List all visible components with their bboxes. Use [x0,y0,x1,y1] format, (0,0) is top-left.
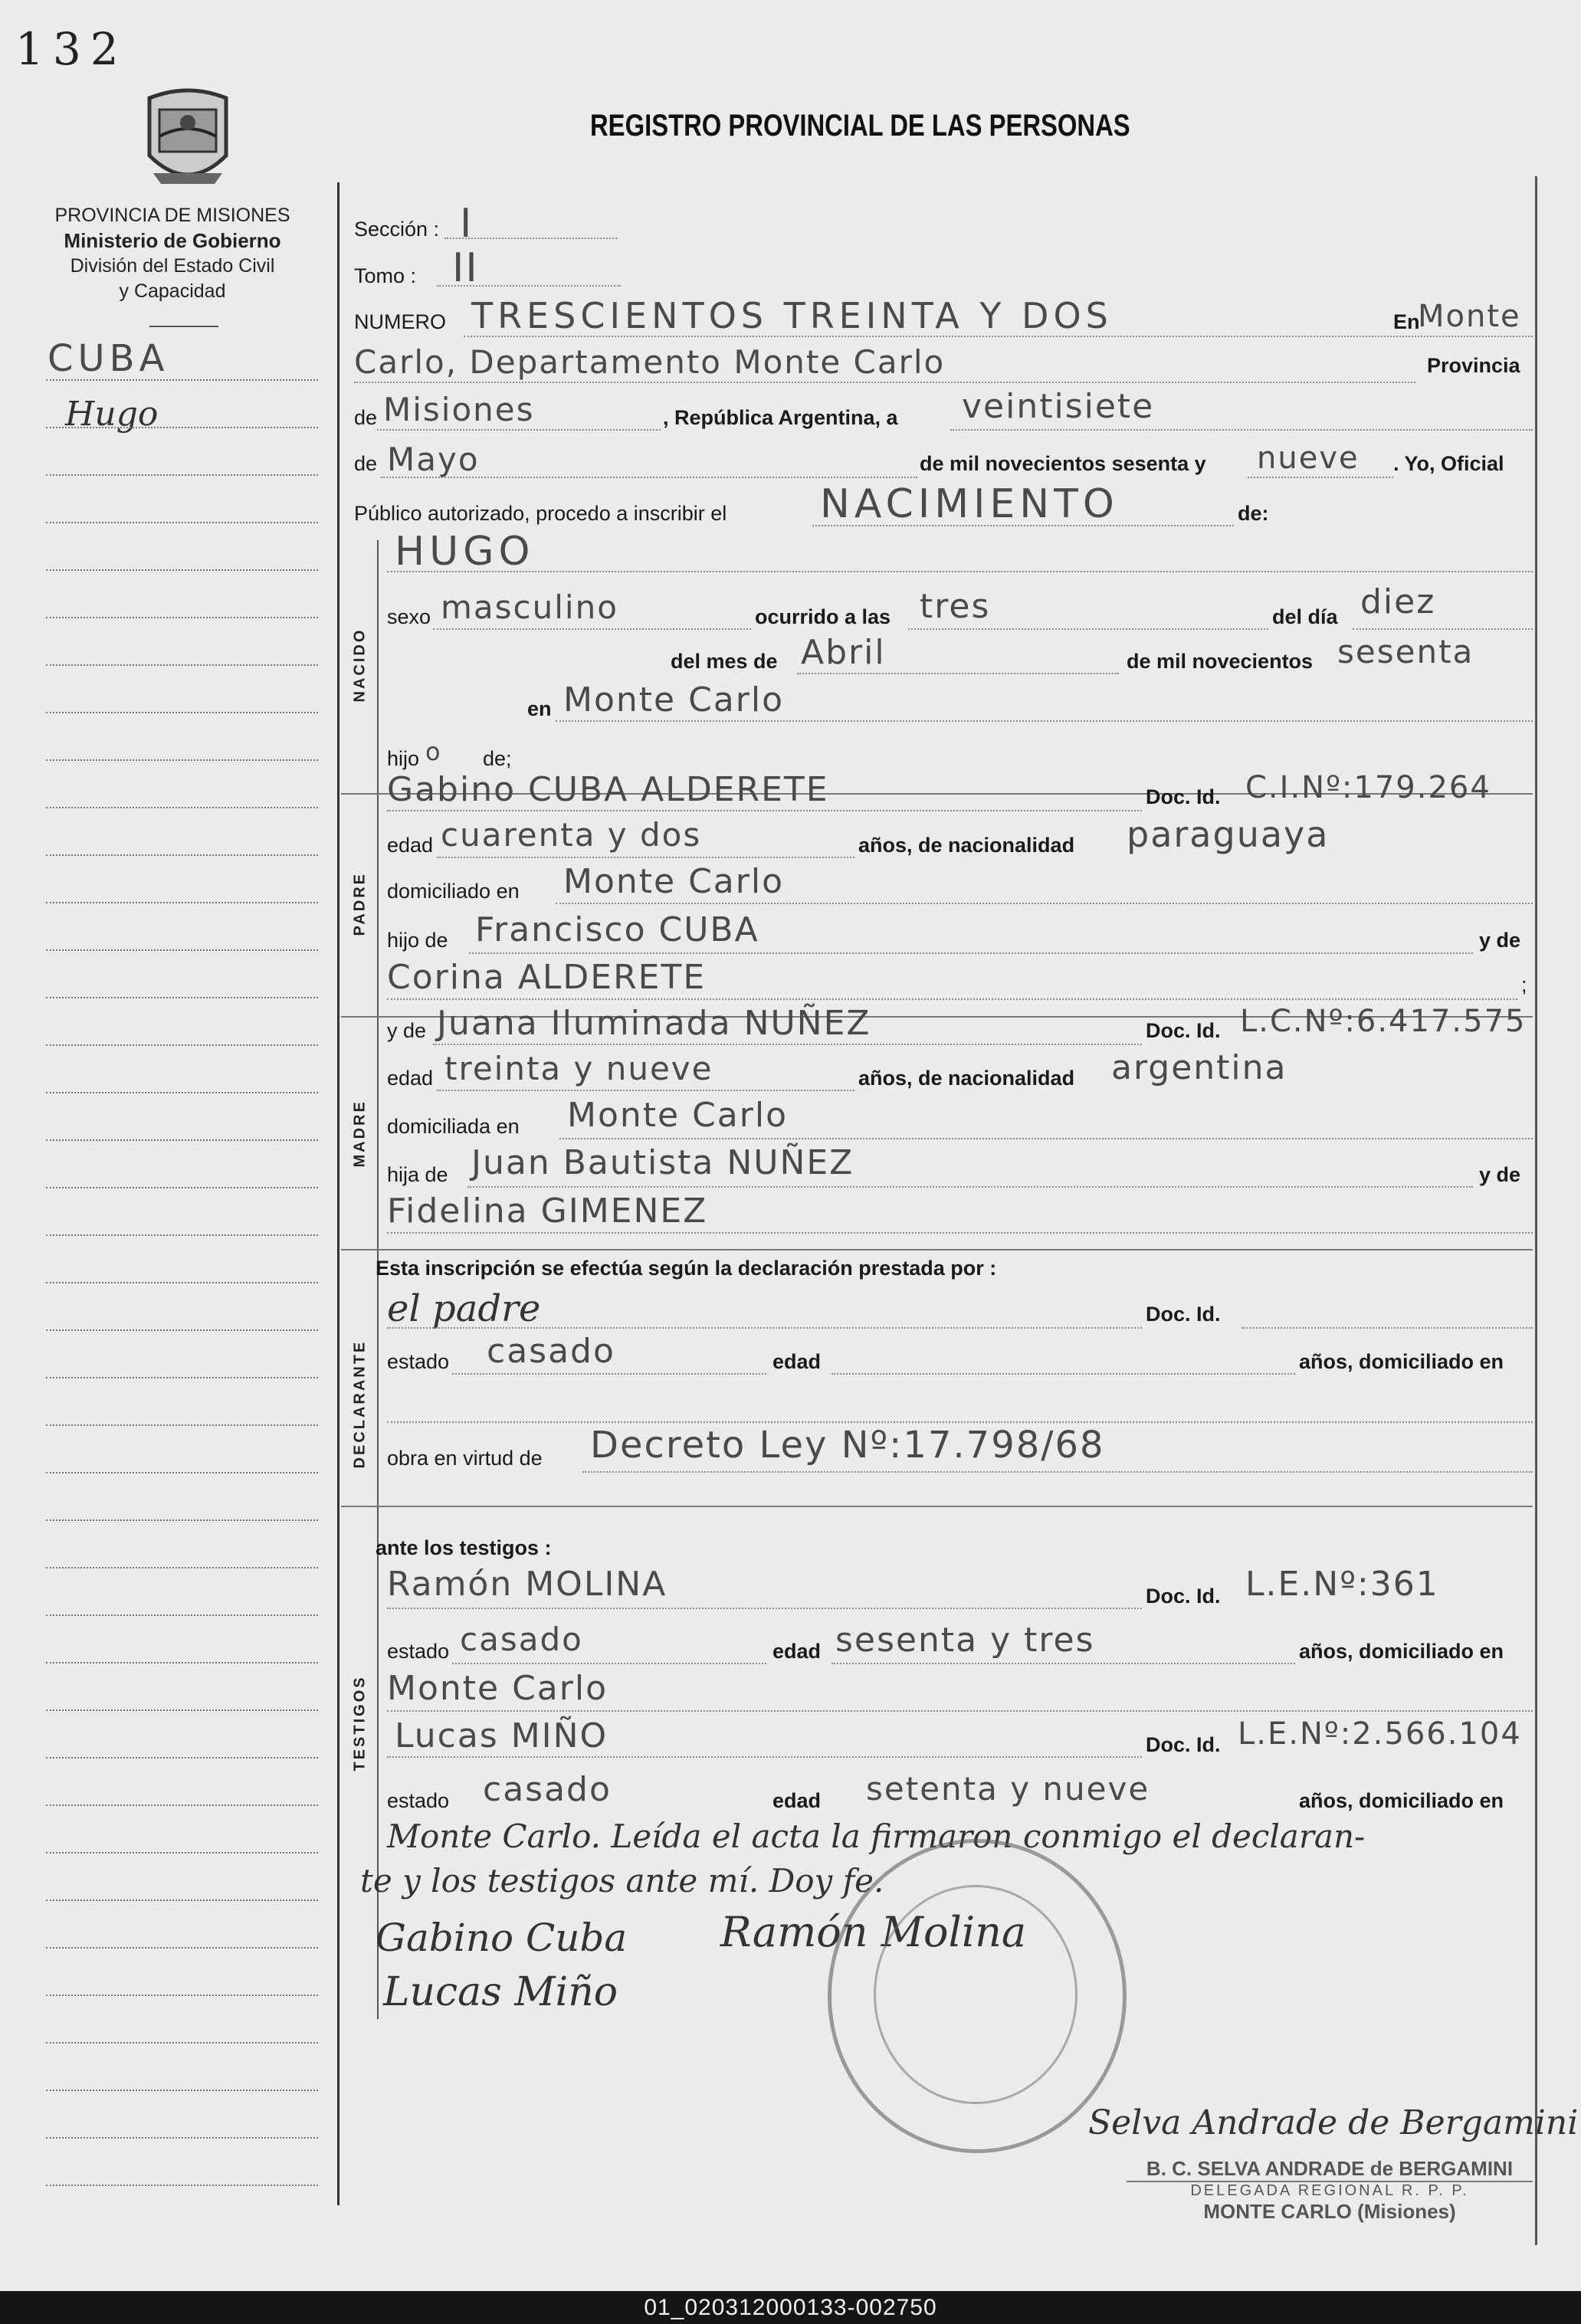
margin-ruled-line [46,1329,318,1331]
signature-oficial: Selva Andrade de Bergamini [1088,2103,1579,2142]
margin-ruled-line [46,1377,318,1378]
closing-line-2: te y los testigos ante mí. Doy fe. [360,1862,884,1900]
margin-ruled-line [46,379,318,381]
issuer-division: División del Estado Civil [70,255,275,277]
oficial-label: . Yo, Oficial [1393,452,1504,475]
oficial-title-stamp: DELEGADA REGIONAL R. P. P. [1190,2182,1469,2199]
closing-line-1: Monte Carlo. Leída el acta la firmaron conmigo el declaran- [387,1818,1366,1855]
testigo1-edad-line [832,1663,1295,1664]
image-id-footer: 01_020312000133-002750 [0,2291,1581,2324]
madre-edad-value: treinta y nueve [444,1050,713,1087]
declarante-doc-line [1242,1327,1533,1329]
mes-label: del mes de [671,650,778,673]
left-frame-line [337,182,339,2205]
testigo1-domicilio: Monte Carlo [387,1669,608,1708]
place-line [354,382,1415,383]
testigos-intro: ante los testigos : [376,1536,552,1559]
sexo-label: sexo [387,605,431,628]
sep-madre-declarante [341,1249,1533,1251]
nacido-nombre-line [387,571,1533,572]
sexo-line [433,628,751,630]
mes-acta-line [381,477,917,478]
seccion-label: Sección : [354,218,440,241]
declarante-nombre-line [387,1327,1142,1329]
margin-ruled-line [46,1139,318,1141]
padre-padre-line [469,952,1473,954]
padre-edad-line [437,857,854,858]
margin-ruled-line [46,712,318,713]
nacido-en-label: en [527,697,552,720]
margin-ruled-line [46,1519,318,1521]
declarante-estado-label: estado [387,1350,450,1373]
dia-acta-value: veintisiete [962,387,1155,426]
testigo1-doc-value: L.E.Nº:361 [1245,1565,1439,1604]
ocurrido-label: ocurrido a las [755,605,891,628]
sexo-value: masculino [441,588,618,626]
anio-acta-line [1248,477,1393,478]
official-stamp-text [1127,2157,1533,2224]
sep-declarante-testigos [341,1506,1533,1507]
tomo-line [437,285,621,287]
header-underline [149,326,218,327]
margin-ruled-line [46,1662,318,1664]
numero-line [464,336,1533,337]
declarante-doc-label: Doc. Id. [1146,1303,1221,1326]
margin-ruled-line [46,664,318,666]
official-round-stamp-inner [874,1885,1078,2104]
place-value: Carlo, Departamento Monte Carlo [354,343,946,381]
margin-ruled-line [46,1472,318,1473]
padre-edad-value: cuarenta y dos [441,816,702,854]
padre-madre-value: Corina ALDERETE [387,958,707,997]
anio-nac-label: de mil novecientos [1127,650,1314,673]
declarante-estado-value: casado [487,1332,615,1371]
hora-line [908,628,1268,630]
side-label-testigos: TESTIGOS [351,1675,369,1772]
margin-ruled-line [46,807,318,808]
madre-padre-value: Juan Bautista NUÑEZ [471,1143,854,1182]
testigo1-domicilio-line [387,1710,1533,1712]
margin-ruled-line [46,1852,318,1854]
margin-ruled-line [46,1900,318,1901]
margin-ruled-line [46,997,318,998]
issuer-province: PROVINCIA DE MISIONES [54,205,290,226]
padre-madre-line [387,998,1517,1000]
madre-nombre-line [433,1044,1142,1045]
padre-yde-label: y de [1479,929,1521,952]
acto-line [812,525,1234,526]
nacido-mes-line [797,673,1119,674]
nacido-mes-value: Abril [801,633,886,672]
issuer-header [31,203,314,304]
obra-label: obra en virtud de [387,1447,543,1470]
testigo2-estado-label: estado [387,1789,450,1812]
declarante-anios-label: años, domiciliado en [1299,1350,1504,1373]
publico-label: Público autorizado, procedo a inscribir el [354,502,727,525]
margin-ruled-line [46,759,318,761]
margin-ruled-line [46,2137,318,2139]
side-label-padre: PADRE [351,871,369,936]
provincia-value: Misiones [383,391,535,428]
testigo2-anios-label: años, domiciliado en [1299,1789,1504,1812]
padre-semicolon: ; [1521,973,1527,996]
testigo2-edad-label: edad [772,1789,822,1812]
testigo1-edad-label: edad [772,1640,822,1663]
madre-padre-line [467,1186,1473,1188]
declarante-edad-line [832,1373,1295,1375]
obra-line [582,1471,1533,1473]
nacido-lugar-line [556,720,1533,722]
declarante-dom-line [387,1421,1533,1423]
padre-nombre-line [387,810,1142,811]
madre-yde-label: y de [387,1019,427,1042]
margin-ruled-line [46,617,318,618]
padre-doc-label: Doc. Id. [1146,785,1221,808]
anio-acta-value: nueve [1257,441,1360,476]
testigo1-estado-line [452,1663,766,1664]
declarante-intro: Esta inscripción se efectúa según la declaración prestada por : [376,1257,997,1280]
madre-nac-label: años, de nacionalidad [858,1067,1075,1090]
margin-name: Hugo [65,395,159,434]
margin-ruled-line [46,522,318,523]
right-frame-line [1535,176,1537,2245]
madre-dom-label: domiciliada en [387,1115,520,1138]
dia-acta-line [950,429,1533,431]
margin-ruled-line [46,1947,318,1949]
testigo2-doc-value: L.E.Nº:2.566.104 [1238,1716,1522,1752]
madre-hija-de-label: hija de [387,1163,448,1186]
nacido-anio-value: sesenta [1337,633,1474,670]
margin-ruled-line [46,2042,318,2044]
testigo1-estado-value: casado [460,1621,583,1658]
oficial-name-stamp: B. C. SELVA ANDRADE de BERGAMINI [1127,2157,1533,2182]
margin-surname: CUBA [48,337,169,380]
margin-ruled-line [46,902,318,903]
numero-value: TRESCIENTOS TREINTA Y DOS [471,295,1113,336]
nacido-nombre: HUGO [395,529,535,575]
declarante-nombre: el padre [387,1287,541,1330]
tomo-label: Tomo : [354,264,417,287]
provincia-line [377,429,661,431]
page-number: 132 [15,23,128,75]
hijo-label: hijo [387,747,420,770]
padre-edad-label: edad [387,834,434,857]
page-title: REGISTRO PROVINCIAL DE LAS PERSONAS [590,109,1130,143]
margin-ruled-line [46,1614,318,1616]
signature-testigo-1: Ramón Molina [720,1908,1027,1956]
testigo1-anios-label: años, domiciliado en [1299,1640,1504,1663]
margin-ruled-line [46,1187,318,1188]
margin-ruled-line [46,1757,318,1759]
nacido-lugar-value: Monte Carlo [563,680,784,719]
madre-domicilio-line [559,1138,1533,1139]
issuer-capacity: y Capacidad [119,280,226,302]
margin-ruled-line [46,854,318,856]
seccion-line [444,238,617,239]
hijo-value: o [425,737,442,766]
provincia-label: Provincia [1427,354,1520,377]
testigo1-nombre: Ramón MOLINA [387,1565,667,1604]
testigo2-doc-label: Doc. Id. [1146,1733,1221,1756]
padre-nac-label: años, de nacionalidad [858,834,1075,857]
padre-hijo-de-label: hijo de [387,929,448,952]
margin-ruled-line [46,1424,318,1426]
en-value: Monte [1418,299,1521,334]
margin-ruled-line [46,1995,318,1996]
padre-doc-value: C.I.Nº:179.264 [1245,770,1491,805]
padre-nombre: Gabino CUBA ALDERETE [387,770,829,809]
padre-nacionalidad-value: paraguaya [1127,814,1330,855]
mes-acta-value: Mayo [387,441,480,478]
testigo1-doc-label: Doc. Id. [1146,1585,1221,1608]
margin-ruled-line [46,1234,318,1236]
margin-ruled-line [46,1092,318,1093]
republica-label: , República Argentina, a [663,406,898,429]
padre-padre-value: Francisco CUBA [475,910,759,949]
testigo2-edad-value: setenta y nueve [866,1770,1150,1808]
acto-value: NACIMIENTO [820,481,1119,527]
nacido-dia-value: diez [1360,582,1436,621]
madre-nacionalidad-value: argentina [1111,1048,1287,1087]
madre-madre-value: Fidelina GIMENEZ [387,1192,708,1231]
margin-ruled-line [46,2185,318,2186]
hijo-de-label: de; [483,747,512,770]
margin-ruled-line [46,949,318,951]
side-label-nacido: NACIDO [351,628,369,703]
testigo1-nombre-line [387,1608,1142,1609]
oficial-place-stamp: MONTE CARLO (Misiones) [1203,2200,1456,2223]
madre-nombre: Juana Iluminada NUÑEZ [437,1004,871,1043]
madre-doc-label: Doc. Id. [1146,1019,1221,1042]
testigo2-nombre: Lucas MIÑO [395,1716,608,1755]
de2-label: de [354,452,378,475]
del-dia-label: del día [1272,605,1338,628]
signature-testigo-2: Lucas Miño [383,1969,618,2015]
madre-yde2-label: y de [1479,1163,1521,1186]
madre-edad-label: edad [387,1067,434,1090]
madre-domicilio-value: Monte Carlo [567,1096,788,1135]
en-label: En [1393,310,1420,333]
numero-label: NUMERO [354,310,446,333]
de-label: de [354,406,378,429]
padre-domicilio-line [556,903,1533,904]
margin-ruled-line [46,2090,318,2091]
margin-ruled-line [46,1804,318,1806]
side-label-declarante: DECLARANTE [351,1339,369,1469]
tomo-value: II [452,245,479,291]
side-label-madre: MADRE [351,1100,369,1168]
province-crest-icon [138,83,238,198]
declarante-estado-line [452,1373,766,1375]
testigo1-estado-label: estado [387,1640,450,1663]
nacido-dia-line [1353,628,1533,630]
margin-ruled-line [46,427,318,428]
obra-value: Decreto Ley Nº:17.798/68 [590,1424,1105,1467]
seccion-value: I [460,201,474,247]
margin-ruled-line [46,1282,318,1283]
madre-madre-line [387,1232,1533,1234]
testigo2-nombre-line [387,1756,1142,1758]
padre-domicilio-value: Monte Carlo [563,862,784,901]
margin-ruled-line [46,1044,318,1046]
madre-doc-value: L.C.Nº:6.417.575 [1240,1004,1527,1039]
margin-ruled-line [46,1709,318,1711]
declarante-edad-label: edad [772,1350,822,1373]
testigo2-estado-value: casado [483,1770,612,1809]
hora-value: tres [920,587,991,626]
margin-ruled-line [46,1567,318,1568]
anio-acta-label: de mil novecientos sesenta y [920,452,1206,475]
testigo1-edad-value: sesenta y tres [835,1621,1095,1660]
margin-ruled-line [46,569,318,571]
signature-declarante: Gabino Cuba [376,1916,628,1960]
padre-dom-label: domiciliado en [387,880,520,903]
issuer-ministry: Ministerio de Gobierno [64,229,281,252]
madre-edad-line [437,1090,854,1091]
margin-ruled-line [46,474,318,476]
de-colon-label: de: [1238,502,1269,525]
